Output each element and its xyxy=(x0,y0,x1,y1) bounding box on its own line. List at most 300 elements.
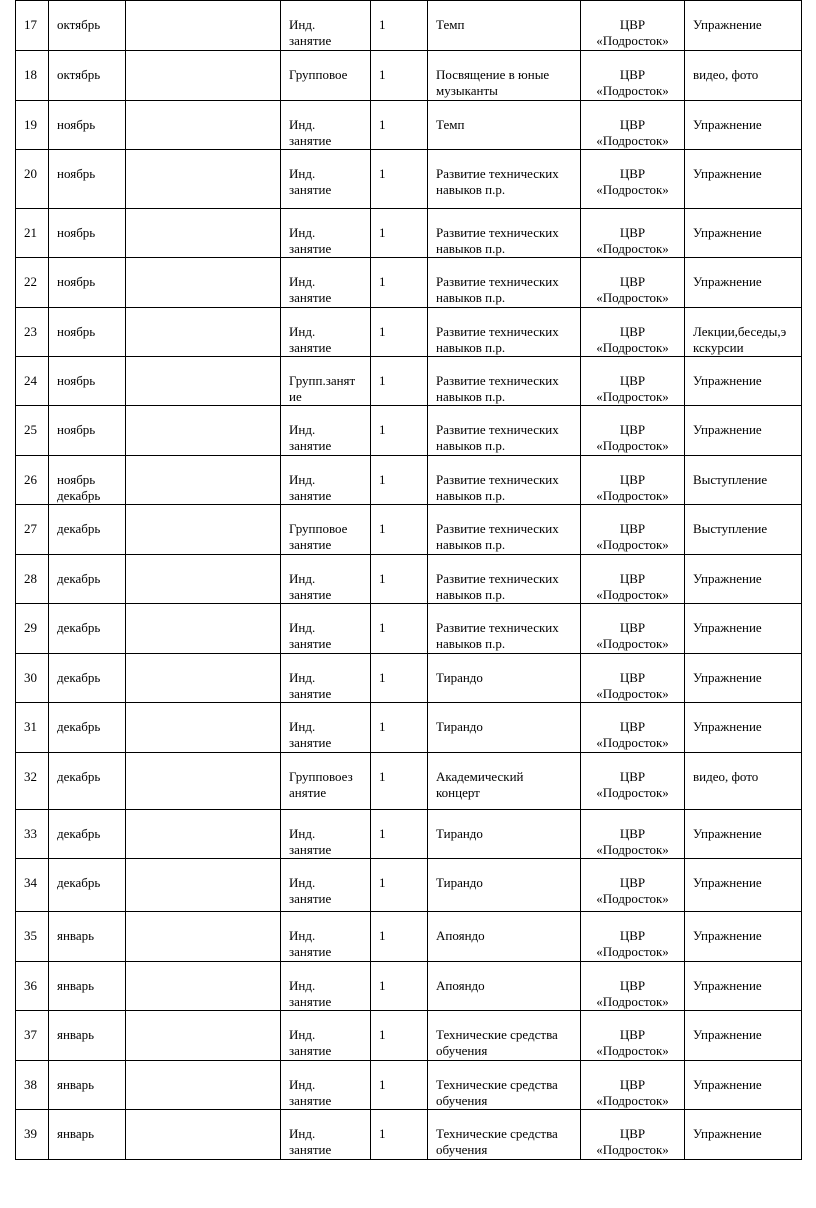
table-row xyxy=(16,912,802,962)
cell-location-line: «Подросток» xyxy=(596,241,669,256)
cell-month xyxy=(49,505,126,555)
cell-topic xyxy=(428,604,581,654)
cell-location xyxy=(581,912,685,962)
cell-month xyxy=(49,703,126,753)
cell-topic-line: музыканты xyxy=(436,83,498,98)
table-row xyxy=(16,1011,802,1061)
cell-month-line: декабрь xyxy=(57,571,101,586)
cell-control-form-line: видео, фото xyxy=(693,67,759,82)
cell-lesson-type xyxy=(281,810,371,859)
cell-hours-text: 1 xyxy=(379,67,386,82)
cell-control-form-line: Выступление xyxy=(693,472,768,487)
cell-control-form-line: Упражнение xyxy=(693,826,762,841)
table-row xyxy=(16,258,802,308)
cell-lesson-type xyxy=(281,209,371,258)
cell-topic xyxy=(428,101,581,150)
cell-hours-text: 1 xyxy=(379,620,386,635)
cell-number xyxy=(16,209,49,258)
table-row xyxy=(16,703,802,753)
cell-lesson-type-line: анятие xyxy=(289,785,327,800)
cell-location-line: «Подросток» xyxy=(596,290,669,305)
cell-location-line: «Подросток» xyxy=(596,1142,669,1157)
cell-date xyxy=(126,1061,281,1110)
cell-control-form-line: Упражнение xyxy=(693,928,762,943)
cell-lesson-type xyxy=(281,308,371,357)
cell-control-form-line: Упражнение xyxy=(693,875,762,890)
cell-month xyxy=(49,912,126,962)
cell-topic-line: обучения xyxy=(436,1043,488,1058)
cell-lesson-type xyxy=(281,912,371,962)
cell-lesson-type xyxy=(281,505,371,555)
cell-lesson-type-line: занятие xyxy=(289,340,332,355)
cell-topic-line: Развитие технических xyxy=(436,225,559,240)
cell-month-line: декабрь xyxy=(57,620,101,635)
cell-lesson-type-line: занятие xyxy=(289,438,332,453)
cell-month xyxy=(49,962,126,1011)
cell-number-text: 18 xyxy=(24,67,37,82)
cell-location-line: ЦВР xyxy=(619,274,646,289)
cell-location-line: ЦВР xyxy=(619,826,646,841)
cell-month xyxy=(49,1011,126,1061)
cell-lesson-type-line: занятие xyxy=(289,944,332,959)
table-row xyxy=(16,1110,802,1160)
cell-location xyxy=(581,357,685,406)
cell-lesson-type-line: занятие xyxy=(289,33,332,48)
cell-control-form-line: видео, фото xyxy=(693,769,759,784)
cell-topic xyxy=(428,406,581,456)
cell-topic xyxy=(428,456,581,505)
cell-hours xyxy=(371,150,428,209)
cell-month xyxy=(49,357,126,406)
cell-topic xyxy=(428,308,581,357)
schedule-table-body xyxy=(16,1,802,1160)
cell-lesson-type xyxy=(281,101,371,150)
cell-hours-text: 1 xyxy=(379,225,386,240)
cell-location xyxy=(581,505,685,555)
cell-month-line: декабрь xyxy=(57,488,101,503)
cell-month-line: ноябрь xyxy=(57,117,96,132)
cell-control-form xyxy=(685,703,802,753)
cell-number-text: 32 xyxy=(24,769,37,784)
cell-control-form-line: Упражнение xyxy=(693,117,762,132)
cell-lesson-type-line: Инд. xyxy=(289,670,316,685)
cell-lesson-type xyxy=(281,258,371,308)
cell-location-line: ЦВР xyxy=(619,521,646,536)
schedule-table xyxy=(15,0,802,1160)
cell-topic xyxy=(428,555,581,604)
cell-number xyxy=(16,1,49,51)
cell-lesson-type-line: занятие xyxy=(289,587,332,602)
cell-hours xyxy=(371,555,428,604)
cell-date xyxy=(126,1110,281,1160)
cell-hours-text: 1 xyxy=(379,166,386,181)
cell-location-line: ЦВР xyxy=(619,1077,646,1092)
cell-hours xyxy=(371,1011,428,1061)
cell-topic xyxy=(428,753,581,810)
cell-lesson-type-line: занятие xyxy=(289,891,332,906)
table-row xyxy=(16,357,802,406)
cell-location xyxy=(581,406,685,456)
cell-location-line: ЦВР xyxy=(619,166,646,181)
cell-month-line: январь xyxy=(57,1027,95,1042)
cell-topic-line: Академический xyxy=(436,769,524,784)
cell-month xyxy=(49,101,126,150)
cell-number xyxy=(16,1011,49,1061)
cell-date xyxy=(126,308,281,357)
cell-location-line: ЦВР xyxy=(619,422,646,437)
cell-hours-text: 1 xyxy=(379,670,386,685)
cell-location xyxy=(581,753,685,810)
cell-topic-line: Посвящение в юные xyxy=(436,67,550,82)
cell-location-line: «Подросток» xyxy=(596,1043,669,1058)
cell-date xyxy=(126,1,281,51)
cell-topic-line: навыков п.р. xyxy=(436,340,506,355)
cell-month-line: ноябрь xyxy=(57,373,96,388)
cell-number xyxy=(16,51,49,101)
table-row xyxy=(16,555,802,604)
cell-topic-line: Развитие технических xyxy=(436,472,559,487)
cell-control-form xyxy=(685,51,802,101)
cell-lesson-type-line: занятие xyxy=(289,686,332,701)
cell-topic-line: навыков п.р. xyxy=(436,182,506,197)
cell-month-line: октябрь xyxy=(57,67,101,82)
cell-topic-line: навыков п.р. xyxy=(436,488,506,503)
cell-control-form xyxy=(685,1,802,51)
cell-control-form xyxy=(685,1110,802,1160)
cell-lesson-type-line: занятие xyxy=(289,182,332,197)
cell-number xyxy=(16,810,49,859)
cell-number-text: 19 xyxy=(24,117,37,132)
cell-month-line: декабрь xyxy=(57,769,101,784)
cell-number xyxy=(16,258,49,308)
cell-topic xyxy=(428,1110,581,1160)
cell-topic-line: Темп xyxy=(436,17,465,32)
cell-hours xyxy=(371,1110,428,1160)
cell-location-line: «Подросток» xyxy=(596,785,669,800)
cell-lesson-type-line: ие xyxy=(289,389,302,404)
cell-control-form xyxy=(685,654,802,703)
cell-lesson-type-line: Инд. xyxy=(289,1126,316,1141)
cell-topic-line: Технические средства xyxy=(436,1126,558,1141)
cell-date xyxy=(126,912,281,962)
cell-number xyxy=(16,406,49,456)
cell-location xyxy=(581,962,685,1011)
cell-location xyxy=(581,810,685,859)
cell-lesson-type xyxy=(281,1061,371,1110)
cell-lesson-type-line: занятие xyxy=(289,241,332,256)
cell-lesson-type xyxy=(281,604,371,654)
cell-hours xyxy=(371,209,428,258)
cell-topic xyxy=(428,859,581,912)
cell-location-line: ЦВР xyxy=(619,472,646,487)
cell-location xyxy=(581,1,685,51)
table-row xyxy=(16,753,802,810)
cell-month xyxy=(49,406,126,456)
cell-location-line: ЦВР xyxy=(619,1027,646,1042)
cell-number-text: 23 xyxy=(24,324,37,339)
cell-month xyxy=(49,604,126,654)
cell-control-form-line: Упражнение xyxy=(693,1126,762,1141)
cell-control-form-line: Упражнение xyxy=(693,978,762,993)
cell-location-line: «Подросток» xyxy=(596,587,669,602)
table-row xyxy=(16,456,802,505)
cell-lesson-type xyxy=(281,1011,371,1061)
cell-topic-line: Развитие технических xyxy=(436,571,559,586)
table-row xyxy=(16,209,802,258)
cell-location-line: ЦВР xyxy=(619,1126,646,1141)
cell-control-form-line: Упражнение xyxy=(693,1027,762,1042)
cell-lesson-type-line: Инд. xyxy=(289,274,316,289)
cell-date xyxy=(126,406,281,456)
cell-topic-line: Тирандо xyxy=(436,670,483,685)
cell-month-line: ноябрь xyxy=(57,324,96,339)
cell-topic-line: Технические средства xyxy=(436,1027,558,1042)
cell-date xyxy=(126,604,281,654)
cell-control-form-line: Упражнение xyxy=(693,1077,762,1092)
cell-location xyxy=(581,654,685,703)
cell-number-text: 31 xyxy=(24,719,37,734)
cell-hours-text: 1 xyxy=(379,571,386,586)
cell-lesson-type xyxy=(281,406,371,456)
cell-location xyxy=(581,859,685,912)
cell-number-text: 36 xyxy=(24,978,37,993)
cell-topic xyxy=(428,1011,581,1061)
cell-location-line: ЦВР xyxy=(619,324,646,339)
cell-location xyxy=(581,1110,685,1160)
cell-month xyxy=(49,1061,126,1110)
cell-control-form-line: кскурсии xyxy=(693,340,744,355)
cell-number xyxy=(16,308,49,357)
cell-month xyxy=(49,308,126,357)
cell-control-form xyxy=(685,859,802,912)
cell-lesson-type xyxy=(281,1110,371,1160)
cell-location xyxy=(581,555,685,604)
table-row xyxy=(16,101,802,150)
cell-date xyxy=(126,810,281,859)
cell-topic-line: Тирандо xyxy=(436,875,483,890)
cell-month-line: ноябрь xyxy=(57,225,96,240)
cell-lesson-type-line: Инд. xyxy=(289,719,316,734)
cell-number xyxy=(16,859,49,912)
cell-number-text: 39 xyxy=(24,1126,37,1141)
cell-number xyxy=(16,456,49,505)
cell-date xyxy=(126,753,281,810)
cell-control-form xyxy=(685,209,802,258)
cell-topic-line: навыков п.р. xyxy=(436,389,506,404)
cell-control-form-line: Упражнение xyxy=(693,373,762,388)
cell-lesson-type-line: Инд. xyxy=(289,620,316,635)
cell-control-form xyxy=(685,150,802,209)
cell-month-line: декабрь xyxy=(57,521,101,536)
cell-location-line: «Подросток» xyxy=(596,340,669,355)
cell-lesson-type-line: Инд. xyxy=(289,928,316,943)
cell-location xyxy=(581,209,685,258)
cell-lesson-type xyxy=(281,51,371,101)
cell-hours xyxy=(371,357,428,406)
cell-lesson-type-line: занятие xyxy=(289,842,332,857)
cell-month-line: январь xyxy=(57,978,95,993)
cell-topic xyxy=(428,912,581,962)
cell-location-line: «Подросток» xyxy=(596,33,669,48)
cell-topic-line: обучения xyxy=(436,1093,488,1108)
cell-topic xyxy=(428,654,581,703)
cell-location-line: «Подросток» xyxy=(596,944,669,959)
cell-number-text: 22 xyxy=(24,274,37,289)
cell-topic-line: Апояндо xyxy=(436,978,485,993)
cell-hours-text: 1 xyxy=(379,422,386,437)
cell-location-line: «Подросток» xyxy=(596,636,669,651)
cell-location-line: ЦВР xyxy=(619,928,646,943)
cell-control-form xyxy=(685,912,802,962)
cell-location xyxy=(581,51,685,101)
cell-date xyxy=(126,859,281,912)
cell-number xyxy=(16,753,49,810)
cell-control-form-line: Упражнение xyxy=(693,166,762,181)
cell-number-text: 26 xyxy=(24,472,37,487)
cell-topic-line: концерт xyxy=(436,785,480,800)
cell-date xyxy=(126,456,281,505)
cell-hours-text: 1 xyxy=(379,719,386,734)
cell-location-line: ЦВР xyxy=(619,67,646,82)
cell-location xyxy=(581,1061,685,1110)
cell-lesson-type-line: Инд. xyxy=(289,422,316,437)
cell-control-form-line: Упражнение xyxy=(693,670,762,685)
cell-lesson-type xyxy=(281,456,371,505)
cell-number-text: 33 xyxy=(24,826,37,841)
cell-control-form xyxy=(685,258,802,308)
cell-date xyxy=(126,258,281,308)
cell-hours xyxy=(371,962,428,1011)
table-row xyxy=(16,150,802,209)
cell-date xyxy=(126,505,281,555)
cell-hours-text: 1 xyxy=(379,978,386,993)
cell-hours xyxy=(371,912,428,962)
cell-hours xyxy=(371,753,428,810)
cell-hours-text: 1 xyxy=(379,324,386,339)
cell-number-text: 30 xyxy=(24,670,37,685)
cell-month-line: декабрь xyxy=(57,719,101,734)
cell-lesson-type-line: занятие xyxy=(289,994,332,1009)
cell-month-line: ноябрь xyxy=(57,472,96,487)
cell-location xyxy=(581,308,685,357)
cell-location-line: ЦВР xyxy=(619,875,646,890)
cell-location-line: ЦВР xyxy=(619,17,646,32)
cell-month-line: ноябрь xyxy=(57,274,96,289)
cell-number xyxy=(16,1110,49,1160)
cell-control-form xyxy=(685,456,802,505)
cell-location xyxy=(581,604,685,654)
cell-control-form-line: Упражнение xyxy=(693,17,762,32)
cell-lesson-type xyxy=(281,859,371,912)
cell-control-form xyxy=(685,753,802,810)
cell-month-line: январь xyxy=(57,1077,95,1092)
cell-lesson-type-line: Инд. xyxy=(289,472,316,487)
cell-lesson-type xyxy=(281,150,371,209)
table-row xyxy=(16,604,802,654)
cell-location-line: «Подросток» xyxy=(596,686,669,701)
cell-hours xyxy=(371,51,428,101)
cell-topic xyxy=(428,1,581,51)
cell-hours-text: 1 xyxy=(379,373,386,388)
cell-month xyxy=(49,859,126,912)
cell-location-line: «Подросток» xyxy=(596,438,669,453)
cell-number xyxy=(16,654,49,703)
cell-control-form-line: Упражнение xyxy=(693,620,762,635)
cell-lesson-type-line: Групповое xyxy=(289,521,348,536)
cell-number-text: 27 xyxy=(24,521,37,536)
cell-number xyxy=(16,357,49,406)
cell-topic-line: Развитие технических xyxy=(436,373,559,388)
cell-date xyxy=(126,654,281,703)
cell-month xyxy=(49,810,126,859)
cell-control-form xyxy=(685,555,802,604)
cell-lesson-type-line: Инд. xyxy=(289,571,316,586)
cell-number-text: 20 xyxy=(24,166,37,181)
cell-lesson-type-line: занятие xyxy=(289,133,332,148)
cell-hours-text: 1 xyxy=(379,1027,386,1042)
cell-hours xyxy=(371,810,428,859)
cell-month xyxy=(49,258,126,308)
cell-topic-line: навыков п.р. xyxy=(436,636,506,651)
cell-hours xyxy=(371,406,428,456)
cell-lesson-type-line: Инд. xyxy=(289,1027,316,1042)
cell-lesson-type xyxy=(281,654,371,703)
cell-location-line: ЦВР xyxy=(619,620,646,635)
cell-topic-line: Тирандо xyxy=(436,719,483,734)
cell-control-form xyxy=(685,406,802,456)
cell-location-line: ЦВР xyxy=(619,571,646,586)
cell-month-line: октябрь xyxy=(57,17,101,32)
cell-topic-line: Развитие технических xyxy=(436,274,559,289)
cell-date xyxy=(126,555,281,604)
cell-topic-line: Апояндо xyxy=(436,928,485,943)
cell-control-form xyxy=(685,962,802,1011)
cell-hours xyxy=(371,101,428,150)
cell-number xyxy=(16,1061,49,1110)
cell-lesson-type-line: Групповое xyxy=(289,67,348,82)
cell-number xyxy=(16,604,49,654)
cell-month xyxy=(49,150,126,209)
cell-lesson-type-line: занятие xyxy=(289,488,332,503)
cell-control-form xyxy=(685,1061,802,1110)
cell-lesson-type xyxy=(281,555,371,604)
cell-location-line: «Подросток» xyxy=(596,1093,669,1108)
cell-location-line: ЦВР xyxy=(619,670,646,685)
cell-location xyxy=(581,703,685,753)
cell-topic-line: Развитие технических xyxy=(436,166,559,181)
cell-control-form xyxy=(685,101,802,150)
table-row xyxy=(16,505,802,555)
cell-number xyxy=(16,505,49,555)
cell-location-line: «Подросток» xyxy=(596,537,669,552)
cell-lesson-type-line: занятие xyxy=(289,1093,332,1108)
cell-lesson-type-line: Инд. xyxy=(289,826,316,841)
cell-month-line: декабрь xyxy=(57,875,101,890)
cell-location-line: ЦВР xyxy=(619,117,646,132)
cell-location-line: «Подросток» xyxy=(596,891,669,906)
cell-location-line: «Подросток» xyxy=(596,133,669,148)
cell-location-line: ЦВР xyxy=(619,719,646,734)
cell-topic xyxy=(428,962,581,1011)
cell-topic-line: навыков п.р. xyxy=(436,241,506,256)
table-row xyxy=(16,51,802,101)
cell-topic xyxy=(428,703,581,753)
cell-hours-text: 1 xyxy=(379,875,386,890)
cell-hours xyxy=(371,1061,428,1110)
cell-number-text: 34 xyxy=(24,875,37,890)
cell-month xyxy=(49,51,126,101)
cell-lesson-type-line: занятие xyxy=(289,1142,332,1157)
